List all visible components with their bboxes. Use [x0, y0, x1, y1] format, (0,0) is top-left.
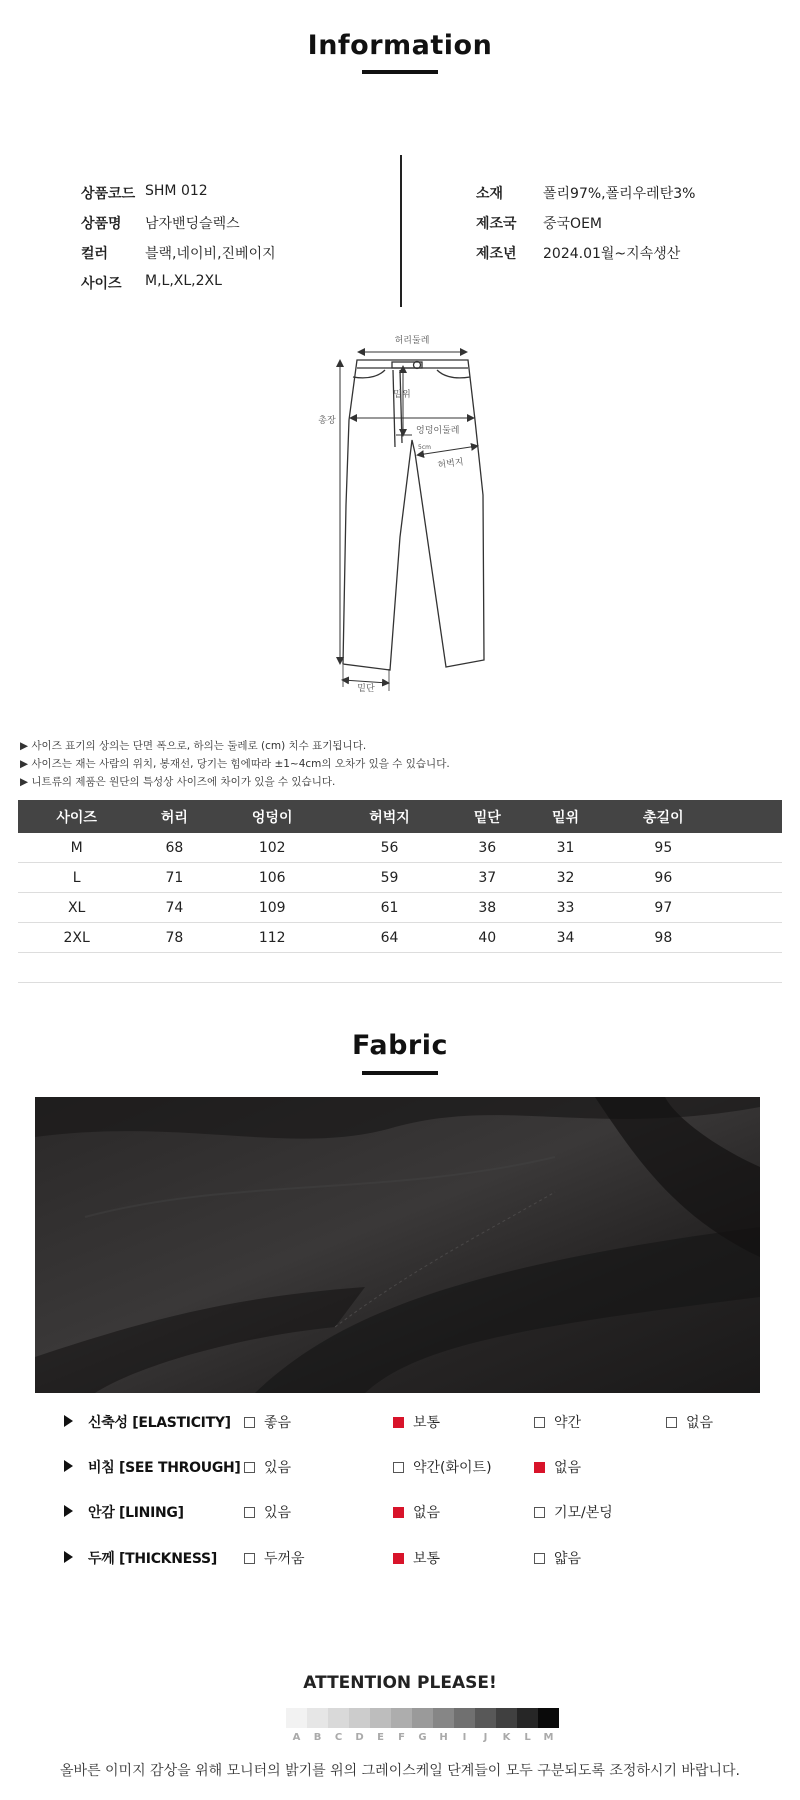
product-code-label: 상품코드	[81, 186, 136, 202]
table-cell: 56	[331, 833, 448, 863]
hip-label: 엉덩이둘레	[416, 426, 460, 436]
origin-label: 제조국	[476, 216, 517, 232]
table-cell: 102	[214, 833, 331, 863]
product-code-value: SHM 012	[145, 183, 208, 199]
color-label: 컬러	[81, 246, 109, 262]
hem-label: 밑단	[357, 684, 375, 694]
grayscale-swatch	[538, 1708, 559, 1728]
property-lining	[0, 1500, 800, 1524]
table-cell: 112	[214, 923, 331, 953]
option-good[interactable]: 좋음	[244, 1412, 291, 1432]
grayscale-swatch	[391, 1708, 412, 1728]
grayscale-letter: D	[355, 1732, 364, 1743]
table-cell: 78	[135, 923, 213, 953]
option-none[interactable]: 없음	[666, 1412, 713, 1432]
option-thick[interactable]: 두꺼움	[244, 1548, 305, 1568]
size-note: ▶ 사이즈는 재는 사람의 위치, 봉재선, 당기는 힘에따라 ±1~4cm의 오차가 있을 수 있습니다.	[20, 758, 450, 770]
header-thigh: 허벅지	[331, 800, 448, 833]
grayscale-swatches	[286, 1708, 559, 1728]
option-thin[interactable]: 얇음	[534, 1548, 581, 1568]
information-title: Information	[307, 30, 493, 61]
table-cell: 34	[526, 923, 604, 953]
table-row	[18, 863, 782, 893]
grayscale-swatch	[349, 1708, 370, 1728]
size-notes	[20, 737, 450, 791]
table-row	[18, 833, 782, 863]
information-title-underline	[362, 70, 438, 74]
size-note: ▶ 사이즈 표기의 상의는 단면 폭으로, 하의는 둘레로 (cm) 치수 표기됩니다.	[20, 740, 367, 752]
table-cell: 74	[135, 893, 213, 923]
checkbox-checked-icon	[534, 1462, 545, 1473]
rise-label: 밑위	[393, 390, 411, 400]
grayscale-letter: I	[462, 1732, 467, 1743]
waist-label: 허리둘레	[394, 336, 430, 346]
attention-text: 올바른 이미지 감상을 위해 모니터의 밝기를 위의 그레이스케일 단계들이 모두 구분되도록 조정하시기 바랍니다.	[60, 1763, 740, 1779]
checkbox-icon	[393, 1462, 404, 1473]
option-yes[interactable]: 있음	[244, 1502, 291, 1522]
table-cell: 106	[214, 863, 331, 893]
grayscale-swatch	[307, 1708, 328, 1728]
header-hem: 밑단	[448, 800, 526, 833]
table-cell-spacer	[722, 893, 782, 923]
checkbox-checked-icon	[393, 1507, 404, 1518]
checkbox-icon	[244, 1462, 255, 1473]
property-elasticity	[0, 1410, 800, 1434]
thigh-label: 허벅지	[437, 457, 465, 471]
table-cell: 31	[526, 833, 604, 863]
grayscale-letters	[286, 1732, 559, 1743]
offset-label: 5cm	[418, 444, 431, 451]
grayscale-letter: L	[524, 1732, 531, 1743]
table-cell: 40	[448, 923, 526, 953]
table-cell: 97	[605, 893, 722, 923]
header-spacer	[722, 800, 782, 833]
product-name-value: 남자밴딩슬렉스	[145, 216, 240, 232]
table-cell: 109	[214, 893, 331, 923]
header-waist: 허리	[135, 800, 213, 833]
grayscale-letter: K	[502, 1732, 511, 1743]
checkbox-icon	[534, 1553, 545, 1564]
info-divider	[400, 155, 402, 307]
table-cell: 98	[605, 923, 722, 953]
grayscale-swatch	[412, 1708, 433, 1728]
grayscale-letter: A	[292, 1732, 301, 1743]
fabric-title-underline	[362, 1071, 438, 1075]
table-cell: L	[18, 863, 135, 893]
header-hip: 엉덩이	[214, 800, 331, 833]
material-label: 소재	[476, 186, 504, 202]
grayscale-letter: G	[418, 1732, 427, 1743]
table-cell-spacer	[722, 833, 782, 863]
length-label: 총장	[318, 416, 336, 426]
grayscale-swatch	[517, 1708, 538, 1728]
table-cell: 68	[135, 833, 213, 863]
table-cell: 32	[526, 863, 604, 893]
table-cell: 64	[331, 923, 448, 953]
manufacture-year-value: 2024.01월~지속생산	[543, 246, 681, 262]
table-row	[18, 923, 782, 953]
table-cell: 59	[331, 863, 448, 893]
table-cell: M	[18, 833, 135, 863]
checkbox-icon	[534, 1417, 545, 1428]
table-cell: 2XL	[18, 923, 135, 953]
grayscale-letter: J	[483, 1732, 488, 1743]
size-label: 사이즈	[81, 276, 122, 292]
origin-value: 중국OEM	[543, 216, 602, 232]
option-slight-white[interactable]: 약간(화이트)	[393, 1457, 492, 1477]
size-table	[18, 800, 782, 983]
size-value: M,L,XL,2XL	[145, 273, 222, 289]
property-see-through	[0, 1455, 800, 1479]
header-total-length: 총길이	[605, 800, 722, 833]
checkbox-icon	[244, 1507, 255, 1518]
size-table-header	[18, 800, 782, 833]
property-name: 비침 [SEE THROUGH]	[88, 1460, 241, 1476]
table-cell: 71	[135, 863, 213, 893]
option-none[interactable]: 없음	[534, 1457, 581, 1477]
checkbox-icon	[244, 1417, 255, 1428]
fabric-closeup-image	[35, 1097, 760, 1393]
grayscale-swatch	[454, 1708, 475, 1728]
grayscale-letter: F	[398, 1732, 405, 1743]
triangle-right-icon	[64, 1415, 73, 1427]
checkbox-checked-icon	[393, 1553, 404, 1564]
table-cell-spacer	[722, 863, 782, 893]
product-name-label: 상품명	[81, 216, 122, 232]
triangle-right-icon	[64, 1551, 73, 1563]
table-row-empty	[18, 953, 782, 983]
grayscale-letter: B	[313, 1732, 322, 1743]
table-cell: 38	[448, 893, 526, 923]
checkbox-checked-icon	[393, 1417, 404, 1428]
table-cell: 95	[605, 833, 722, 863]
grayscale-letter: H	[439, 1732, 448, 1743]
checkbox-icon	[534, 1507, 545, 1518]
color-value: 블랙,네이비,진베이지	[145, 246, 276, 262]
grayscale-swatch	[433, 1708, 454, 1728]
attention-title: ATTENTION PLEASE!	[303, 1673, 497, 1693]
grayscale-letter: E	[377, 1732, 384, 1743]
table-cell: 96	[605, 863, 722, 893]
pants-outline	[343, 360, 484, 670]
material-value: 폴리97%,폴리우레탄3%	[543, 186, 696, 202]
header-size: 사이즈	[18, 800, 135, 833]
size-note: ▶ 니트류의 제품은 원단의 특성상 사이즈에 차이가 있을 수 있습니다.	[20, 776, 336, 788]
property-name: 안감 [LINING]	[88, 1505, 184, 1521]
table-cell-spacer	[722, 923, 782, 953]
table-cell: 37	[448, 863, 526, 893]
manufacture-year-label: 제조년	[476, 246, 517, 262]
option-yes[interactable]: 있음	[244, 1457, 291, 1477]
property-name: 두께 [THICKNESS]	[88, 1551, 217, 1567]
grayscale-swatch	[370, 1708, 391, 1728]
table-cell: XL	[18, 893, 135, 923]
header-rise: 밑위	[526, 800, 604, 833]
option-none[interactable]: 없음	[393, 1502, 440, 1522]
table-row	[18, 893, 782, 923]
table-cell: 36	[448, 833, 526, 863]
checkbox-icon	[666, 1417, 677, 1428]
table-cell: 33	[526, 893, 604, 923]
fabric-title: Fabric	[352, 1030, 448, 1061]
checkbox-icon	[244, 1553, 255, 1564]
grayscale-swatch	[496, 1708, 517, 1728]
option-normal[interactable]: 보통	[393, 1412, 440, 1432]
grayscale-swatch	[328, 1708, 349, 1728]
property-thickness	[0, 1546, 800, 1570]
grayscale-swatch	[286, 1708, 307, 1728]
option-normal[interactable]: 보통	[393, 1548, 440, 1568]
property-name: 신축성 [ELASTICITY]	[88, 1415, 231, 1431]
table-cell: 61	[331, 893, 448, 923]
option-brushed-bonding[interactable]: 기모/본딩	[534, 1502, 613, 1522]
pants-measurement-diagram	[300, 325, 500, 695]
grayscale-letter: M	[543, 1732, 554, 1743]
grayscale-swatch	[475, 1708, 496, 1728]
triangle-right-icon	[64, 1505, 73, 1517]
triangle-right-icon	[64, 1460, 73, 1472]
grayscale-letter: C	[334, 1732, 343, 1743]
option-slight[interactable]: 약간	[534, 1412, 581, 1432]
